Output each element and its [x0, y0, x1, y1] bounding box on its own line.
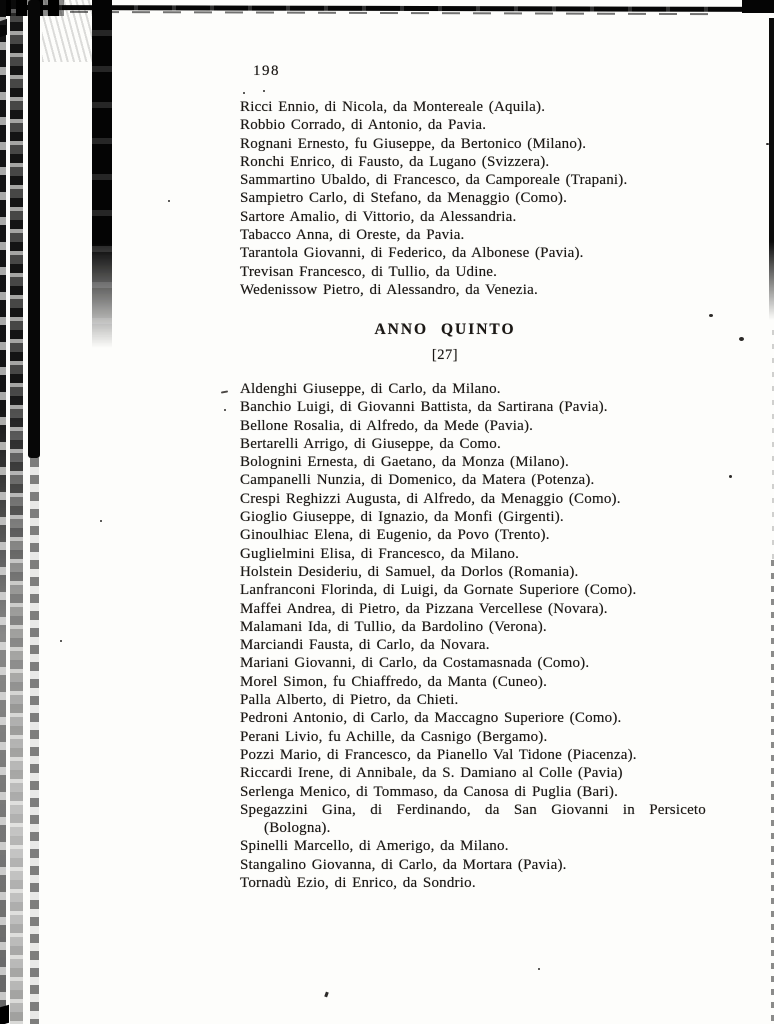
scan-speck [324, 992, 329, 998]
list-entry: Riccardi Irene, di Annibale, da S. Damiano al Colle (Pavia) [240, 765, 623, 782]
scan-speck [263, 90, 265, 92]
list-entry: Banchio Luigi, di Giovanni Battista, da Sartirana (Pavia). [240, 399, 608, 416]
list-entry: Sartore Amalio, di Vittorio, da Alessandria. [240, 208, 517, 225]
list-entry: Perani Livio, fu Achille, da Casnigo (Bergamo). [240, 728, 548, 745]
scan-artifact-bottom-left-blob [0, 1005, 9, 1024]
scan-artifact-top-edge-line [24, 5, 774, 12]
list-entry: (Bologna). [264, 820, 331, 837]
pencil-margin-dash [221, 390, 228, 393]
list-entry: Trevisan Francesco, di Tullio, da Udine. [240, 263, 498, 280]
list-entry: Bolognini Ernesta, di Gaetano, da Monza (Milano). [240, 454, 569, 471]
scan-artifact-left-gutter-band-4 [92, 0, 112, 348]
list-entry: Crespi Reghizzi Augusta, di Alfredo, da Menaggio (Como). [240, 490, 621, 507]
list-entry: Mariani Giovanni, di Carlo, da Costamasnada (Como). [240, 655, 590, 672]
scan-speck [243, 92, 245, 94]
scan-artifact-left-gutter-band [0, 0, 6, 1024]
scan-speck [709, 314, 713, 317]
list-entry: Stangalino Giovanna, di Carlo, da Mortara (Pavia). [240, 856, 567, 873]
list-entry: Gioglio Giuseppe, di Ignazio, da Monfi (Girgenti). [240, 509, 564, 526]
scan-artifact-left-mark [0, 19, 7, 38]
student-list-previous-year [240, 98, 627, 299]
scan-artifact-left-noise [42, 0, 92, 62]
scan-speck [729, 475, 732, 478]
page-number: 198 [253, 63, 280, 79]
scan-speck [60, 640, 62, 642]
list-entry: Sammartino Ubaldo, di Francesco, da Camporeale (Trapani). [240, 172, 628, 189]
list-entry: Bellone Rosalia, di Alfredo, da Mede (Pavia). [240, 417, 534, 434]
list-entry: Spinelli Marcello, di Amerigo, da Milano. [240, 838, 509, 855]
list-entry: Marciandi Fausta, di Carlo, da Novara. [240, 637, 490, 654]
list-entry: Serlenga Menico, di Tommaso, da Canosa di Puglia (Bari). [240, 783, 619, 800]
list-entry: Aldenghi Giuseppe, di Carlo, da Milano. [240, 381, 501, 397]
scan-artifact-top-right-corner [742, 0, 774, 13]
list-entry: Pozzi Mario, di Francesco, da Pianello Val Tidone (Piacenza). [240, 746, 637, 763]
list-entry: Ronchi Enrico, di Fausto, da Lugano (Svizzera). [240, 153, 550, 170]
scan-speck [168, 200, 170, 202]
list-entry: Wedenissow Pietro, di Alessandro, da Venezia. [240, 281, 538, 298]
scan-speck [224, 409, 226, 411]
list-entry: Holstein Desideriu, di Samuel, da Dorlos (Romania). [240, 563, 579, 580]
list-entry: Morel Simon, fu Chiaffredo, da Manta (Cuneo). [240, 673, 548, 690]
section-count: [27] [431, 347, 459, 363]
list-entry: Bertarelli Arrigo, di Giuseppe, da Como. [240, 435, 501, 452]
list-entry: Robbio Corrado, di Antonio, da Pavia. [240, 117, 487, 134]
scan-artifact-top-left-corner [0, 0, 64, 16]
list-entry: Guglielmini Elisa, di Francesco, da Milano. [240, 545, 520, 562]
scan-speck [766, 143, 769, 145]
scan-artifact-left-gutter-band-3 [28, 0, 40, 458]
list-entry: Rognani Ernesto, fu Giuseppe, da Bertonico (Milano). [240, 135, 587, 152]
list-entry: Spegazzini Gina, di Ferdinando, da San Giovanni in Persiceto [240, 801, 706, 818]
list-entry: Ginoulhiac Elena, di Eugenio, da Povo (Trento). [240, 527, 550, 544]
scan-artifact-left-gutter-band-2 [10, 0, 23, 1024]
list-entry: Ricci Ennio, di Nicola, da Montereale (Aquila). [240, 99, 546, 115]
scan-artifact-top-edge-line-2 [70, 11, 715, 15]
list-entry: Malamani Ida, di Tullio, da Bardolino (Verona). [240, 618, 547, 635]
scan-artifact-right-edge-band [769, 18, 774, 320]
scan-speck [100, 520, 102, 522]
list-entry: Lanfranconi Florinda, di Luigi, da Gornate Superiore (Como). [240, 582, 637, 599]
scan-speck [739, 337, 744, 341]
scan-artifact-left-gutter-band-3b [30, 458, 39, 1024]
scan-speck [538, 968, 540, 970]
list-entry: Tabacco Anna, di Oreste, da Pavia. [240, 227, 465, 244]
list-entry: Pedroni Antonio, di Carlo, da Maccagno Superiore (Como). [240, 710, 622, 727]
section-heading: ANNO QUINTO [374, 321, 516, 338]
list-entry: Sampietro Carlo, di Stefano, da Menaggio (Como). [240, 190, 568, 207]
student-list-anno-quinto [240, 380, 706, 892]
list-entry: Tarantola Giovanni, di Federico, da Albonese (Pavia). [240, 245, 584, 262]
list-entry: Palla Alberto, di Pietro, da Chieti. [240, 692, 459, 709]
list-entry: Campanelli Nunzia, di Domenico, da Matera (Potenza). [240, 472, 595, 489]
list-entry: Maffei Andrea, di Pietro, da Pizzana Vercellese (Novara). [240, 600, 608, 617]
list-entry: Tornadù Ezio, di Enrico, da Sondrio. [240, 875, 476, 892]
